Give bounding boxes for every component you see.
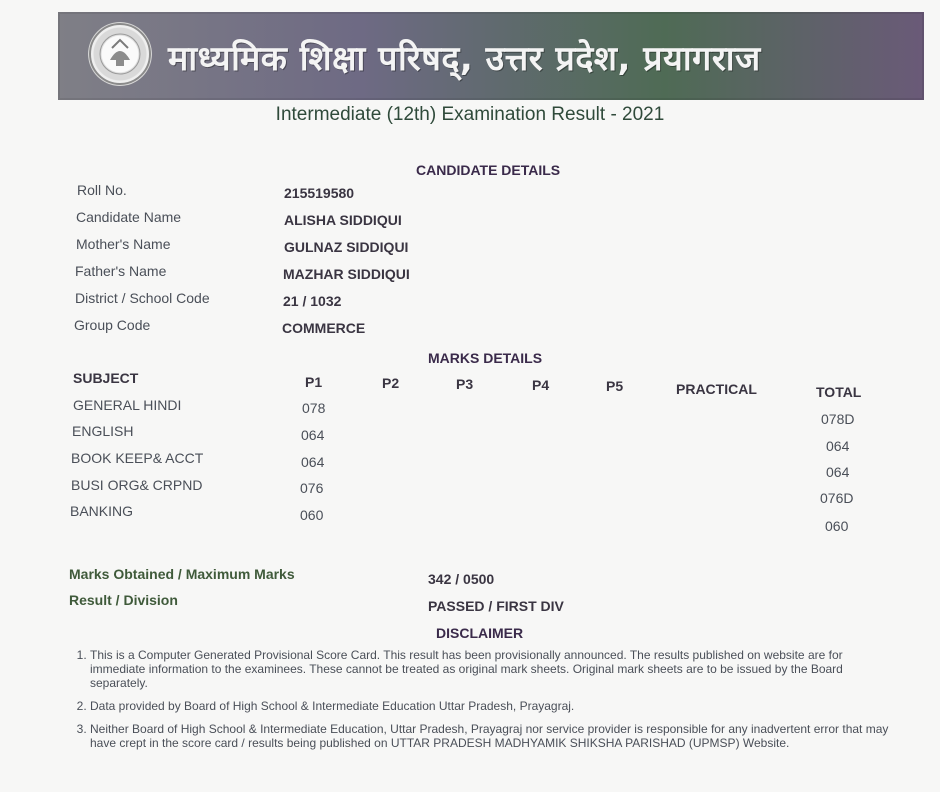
total-mark: 078D: [821, 411, 855, 427]
col-header-p5: P5: [606, 378, 624, 394]
total-mark: 064: [826, 464, 850, 480]
father-name-value: MAZHAR SIDDIQUI: [283, 266, 410, 282]
subject-name: BANKING: [70, 503, 134, 519]
board-seal-logo: [88, 22, 152, 86]
candidate-name-label: Candidate Name: [76, 209, 182, 225]
disclaimer-list: [70, 648, 890, 759]
disclaimer-item: 1. This is a Computer Generated Provisional Score Card. This result has been provisionally announced. The results published on website are for immediate information to the examinees. These cannot be treated as original mark sheets. Original mark sheets are to be issued by the Board separately.: [90, 648, 890, 690]
subject-name: BUSI ORG& CRPND: [71, 477, 203, 493]
result-division-value: PASSED / FIRST DIV: [428, 598, 564, 614]
subject-name: GENERAL HINDI: [73, 397, 182, 413]
col-header-p1: P1: [305, 374, 323, 390]
p1-mark: 076: [300, 480, 324, 496]
marks-obtained-label: Marks Obtained / Maximum Marks: [69, 566, 295, 582]
board-title: माध्यमिक शिक्षा परिषद्, उत्तर प्रदेश, प्रयागराज: [168, 39, 761, 79]
col-header-subject: SUBJECT: [73, 370, 139, 386]
p1-mark: 064: [301, 427, 325, 443]
total-mark: 064: [826, 438, 850, 454]
subject-name: ENGLISH: [72, 423, 134, 439]
roll-no-value: 215519580: [284, 185, 355, 201]
total-mark: 076D: [820, 490, 854, 506]
roll-no-label: Roll No.: [77, 182, 127, 198]
p1-mark: 078: [302, 400, 326, 416]
col-header-practical: PRACTICAL: [676, 381, 757, 397]
candidate-name-value: ALISHA SIDDIQUI: [284, 212, 402, 228]
mother-name-value: GULNAZ SIDDIQUI: [284, 239, 409, 255]
candidate-details-heading: CANDIDATE DETAILS: [416, 162, 561, 178]
col-header-total: TOTAL: [816, 384, 862, 400]
disclaimer-heading: DISCLAIMER: [436, 625, 524, 641]
total-mark: 060: [825, 518, 849, 534]
col-header-p4: P4: [532, 377, 550, 393]
disclaimer-item: 3. Neither Board of High School & Intermediate Education, Uttar Pradesh, Prayagraj nor service provider is responsible for any inadvertent error that may have crept in the score card / results being published on UTTAR PRADESH MADHYAMIK SHIKSHA PARISHAD (UPMSP) Website.: [90, 722, 890, 750]
col-header-p3: P3: [456, 376, 474, 392]
group-code-label: Group Code: [74, 317, 151, 333]
mother-name-label: Mother's Name: [76, 236, 171, 252]
subject-name: BOOK KEEP& ACCT: [71, 450, 204, 466]
exam-title: Intermediate (12th) Examination Result - 2021: [275, 104, 665, 125]
p1-mark: 060: [300, 507, 324, 523]
father-name-label: Father's Name: [75, 263, 167, 279]
disclaimer-item: 2. Data provided by Board of High School & Intermediate Education Uttar Pradesh, Prayagraj.: [90, 699, 890, 713]
group-code-value: COMMERCE: [282, 320, 366, 336]
marks-details-heading: MARKS DETAILS: [428, 350, 543, 366]
result-division-label: Result / Division: [69, 592, 178, 608]
marks-obtained-value: 342 / 0500: [428, 571, 495, 587]
col-header-p2: P2: [382, 375, 400, 391]
header-banner: [58, 12, 924, 100]
district-school-code-label: District / School Code: [75, 290, 210, 306]
p1-mark: 064: [301, 454, 325, 470]
district-school-code-value: 21 / 1032: [283, 293, 342, 309]
